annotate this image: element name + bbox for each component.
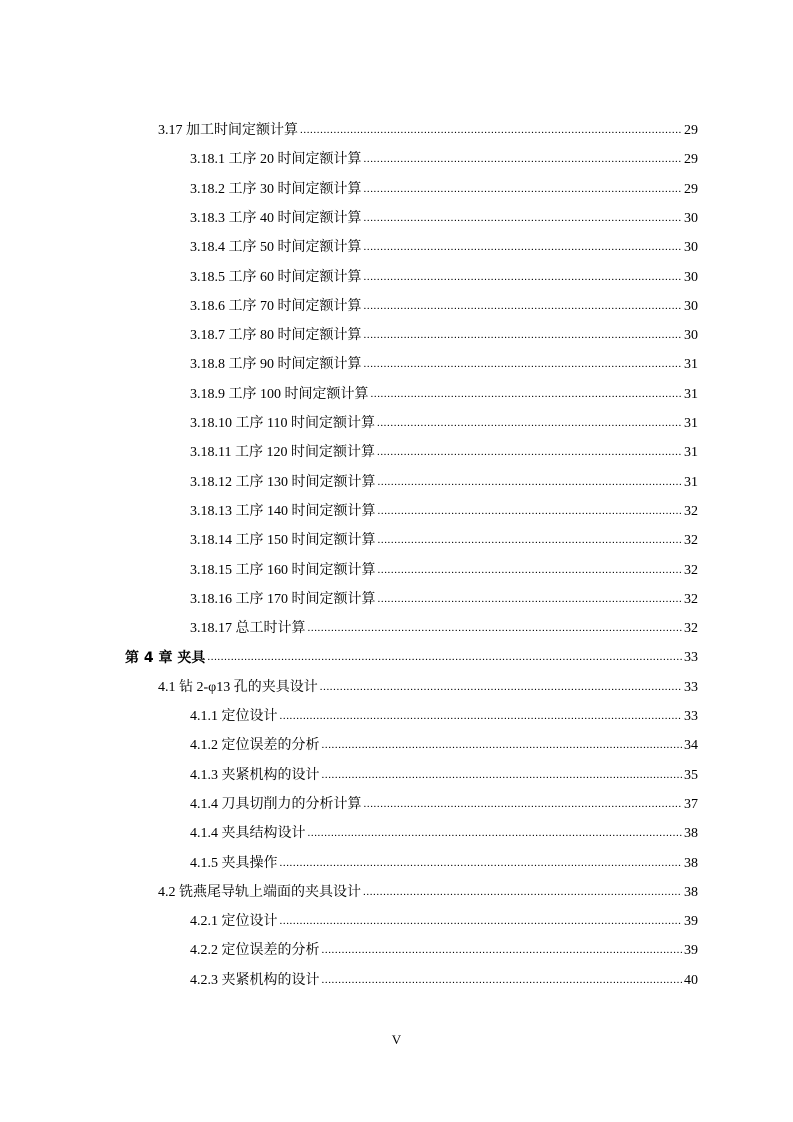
toc-entry-page: 30 [684,298,698,314]
toc-entry-page: 37 [684,796,698,812]
toc-entry-title: 3.18.4 工序 50 时间定额计算 [190,240,362,256]
toc-entry-title: 4.2.2 定位误差的分析 [190,943,320,959]
toc-entry[interactable] [190,206,698,228]
dot-leader [378,592,683,606]
toc-entry-title: 4.1.4 刀具切削力的分析计算 [190,796,362,812]
toc-entry-page: 39 [684,943,698,959]
toc-entry[interactable] [190,704,698,726]
dot-leader [364,357,683,371]
dot-leader [364,182,683,196]
dot-leader [378,533,683,547]
page-number: V [391,1032,402,1047]
toc-entry[interactable] [190,528,698,550]
dot-leader [364,240,683,254]
toc-entry[interactable] [190,352,698,374]
toc-entry-page: 31 [684,445,698,461]
toc-entry[interactable] [190,294,698,316]
toc-entry-title: 3.18.14 工序 150 时间定额计算 [190,533,376,549]
dot-leader [364,299,683,313]
toc-entry-page: 30 [684,210,698,226]
toc-entry[interactable] [190,616,698,638]
dot-leader [300,123,682,137]
toc-entry[interactable] [190,382,698,404]
toc-entry-page: 32 [684,562,698,578]
dot-leader [322,738,683,752]
toc-entry[interactable] [190,851,698,873]
toc-entry[interactable] [190,587,698,609]
dot-leader [322,973,683,987]
dot-leader [308,621,683,635]
toc-entry-page: 30 [684,240,698,256]
toc-entry-page: 32 [684,503,698,519]
toc-entry-page: 38 [684,884,698,900]
dot-leader [377,416,682,430]
toc-entry[interactable] [190,440,698,462]
toc-entry-title: 3.18.3 工序 40 时间定额计算 [190,210,362,226]
dot-leader [280,914,683,928]
toc-entry-title: 4.2.3 夹紧机构的设计 [190,972,320,988]
dot-leader [378,563,683,577]
toc-entry-page: 29 [684,152,698,168]
toc-entry-title: 3.18.17 总工时计算 [190,621,306,637]
dot-leader [378,475,683,489]
toc-entry-title: 4.1.2 定位误差的分析 [190,738,320,754]
toc-entry-title: 3.18.11 工序 120 时间定额计算 [190,445,375,461]
dot-leader [280,709,683,723]
toc-entry-title: 4.1.3 夹紧机构的设计 [190,767,320,783]
toc-entry-page: 38 [684,855,698,871]
toc-entry[interactable] [190,411,698,433]
toc-entry-page: 40 [684,972,698,988]
toc-entry[interactable] [190,968,698,990]
toc-entry-title: 3.18.5 工序 60 时间定额计算 [190,269,362,285]
toc-entry-title: 3.18.16 工序 170 时间定额计算 [190,591,376,607]
toc-entry-page: 30 [684,328,698,344]
toc-entry-title: 3.18.13 工序 140 时间定额计算 [190,503,376,519]
toc-entry[interactable] [158,118,698,140]
toc-entry-title: 3.18.8 工序 90 时间定额计算 [190,357,362,373]
toc-entry-page: 31 [684,474,698,490]
toc-entry[interactable] [190,265,698,287]
toc-entry-title: 3.18.9 工序 100 时间定额计算 [190,386,369,402]
toc-entry[interactable] [190,909,698,931]
toc-entry-page: 32 [684,533,698,549]
toc-entry[interactable] [125,645,698,667]
toc-entry-page: 29 [684,123,698,138]
toc-entry-title: 3.18.12 工序 130 时间定额计算 [190,474,376,490]
toc-entry-page: 35 [684,767,698,783]
toc-entry-page: 29 [684,181,698,197]
toc-entry-page: 31 [684,416,698,431]
toc-entry[interactable] [190,499,698,521]
toc-entry-page: 30 [684,269,698,285]
toc-entry[interactable] [190,147,698,169]
toc-entry[interactable] [158,880,698,902]
toc-entry-title: 3.18.1 工序 20 时间定额计算 [190,152,362,168]
dot-leader [280,856,683,870]
toc-entry[interactable] [190,733,698,755]
toc-entry-title: 3.17 加工时间定额计算 [158,123,298,138]
toc-entry[interactable] [190,177,698,199]
toc-entry-title: 3.18.2 工序 30 时间定额计算 [190,181,362,197]
dot-leader [364,270,683,284]
toc-entry-title: 4.2 铣燕尾导轨上端面的夹具设计 [158,884,361,900]
toc-entry-page: 31 [684,357,698,373]
toc-entry-title: 第 4 章 夹具 [125,650,206,667]
dot-leader [322,943,683,957]
dot-leader [207,650,682,664]
toc-entry[interactable] [190,323,698,345]
toc-entry-page: 31 [684,386,698,402]
toc-entry-title: 4.2.1 定位设计 [190,914,278,930]
toc-entry-title: 4.1.5 夹具操作 [190,855,278,871]
toc-entry-page: 34 [684,738,698,754]
dot-leader [320,680,682,694]
dot-leader [364,152,683,166]
dot-leader [378,504,683,518]
toc-entry-title: 3.18.7 工序 80 时间定额计算 [190,328,362,344]
toc-entry[interactable] [190,558,698,580]
dot-leader [364,797,683,811]
toc-entry[interactable] [190,763,698,785]
dot-leader [308,826,683,840]
toc-entry-page: 33 [684,709,698,724]
toc-entry[interactable] [190,470,698,492]
toc-entry[interactable] [158,675,698,697]
toc-entry[interactable] [190,938,698,960]
toc-entry[interactable] [190,792,698,814]
toc-entry-page: 33 [684,679,698,695]
toc-entry-title: 4.1 钻 2-φ13 孔的夹具设计 [158,679,318,695]
toc-entry-title: 4.1.1 定位设计 [190,709,278,724]
toc-entry-title: 3.18.15 工序 160 时间定额计算 [190,562,376,578]
toc-entry-page: 32 [684,591,698,607]
toc-entry-page: 32 [684,621,698,637]
dot-leader [371,387,683,401]
dot-leader [377,445,682,459]
dot-leader [364,211,683,225]
toc-entry-title: 3.18.6 工序 70 时间定额计算 [190,298,362,314]
toc-entry-page: 39 [684,914,698,930]
dot-leader [363,885,682,899]
dot-leader [364,328,683,342]
dot-leader [322,768,683,782]
toc-entry[interactable] [190,821,698,843]
toc-entry-page: 38 [684,826,698,842]
toc-entry-title: 4.1.4 夹具结构设计 [190,826,306,842]
toc-entry-title: 3.18.10 工序 110 时间定额计算 [190,416,375,431]
toc-entry-page: 33 [684,650,698,666]
toc-entry[interactable] [190,235,698,257]
